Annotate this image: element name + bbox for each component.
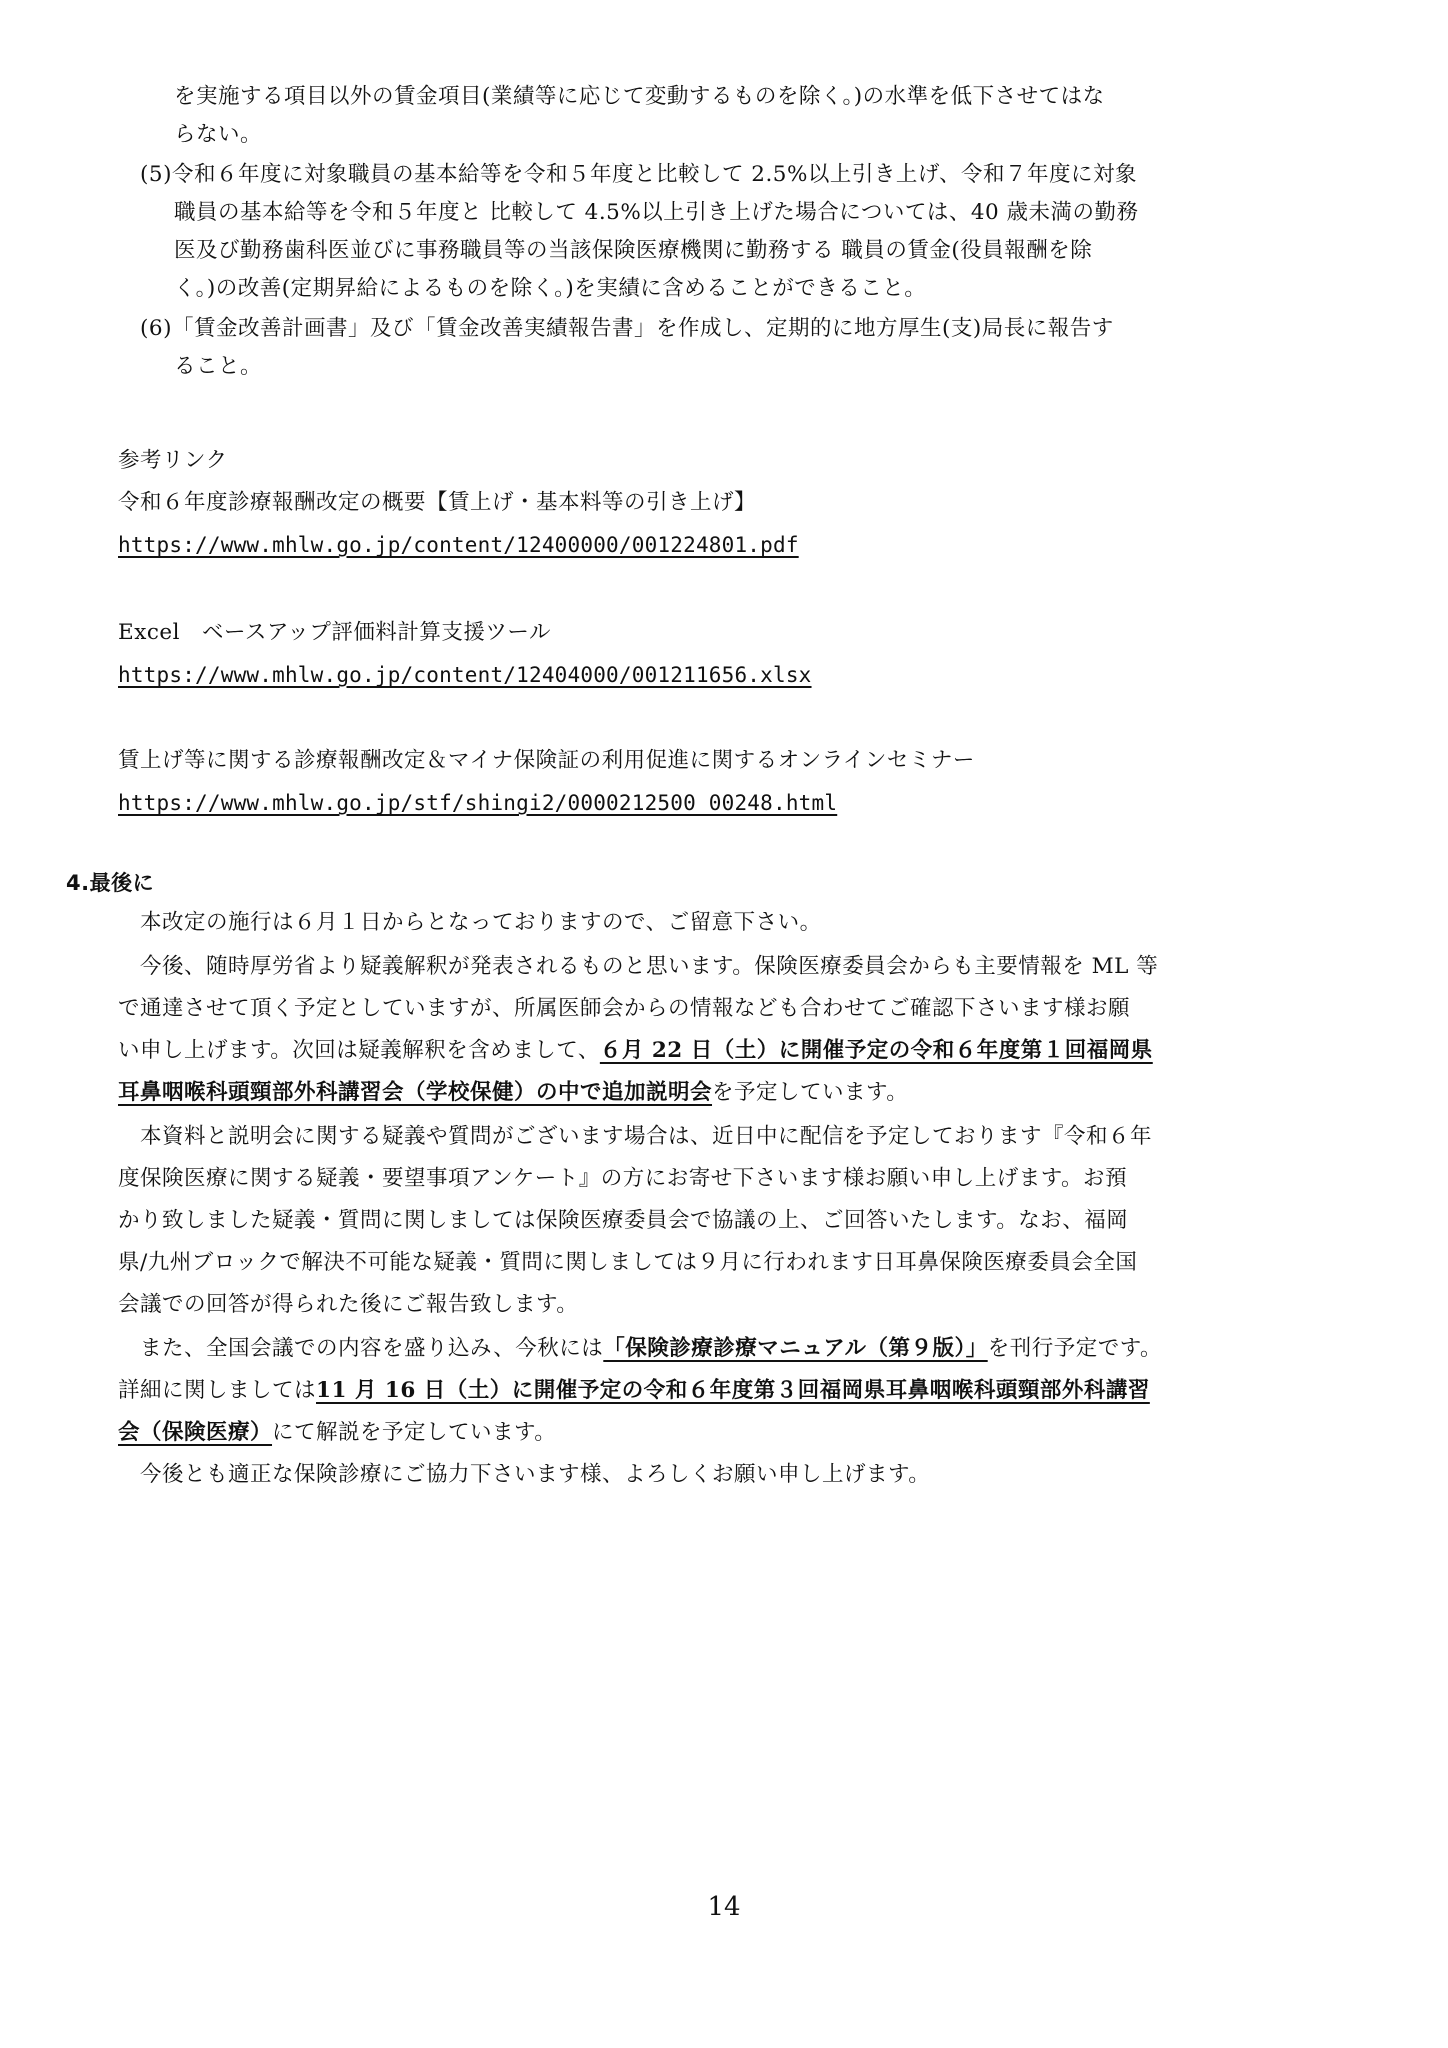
p2-line3-text: い申し上げます。次回は疑義解釈を含めまして、 <box>118 1038 600 1063</box>
final-paragraph3-line2: 度保険医療に関する疑義・要望事項アンケート』の方にお寄せ下さいます様お願い申し上げます。お預 <box>118 1166 1127 1191</box>
final-paragraph2-line2: で通達させて頂く予定としていますが、所属医師会からの情報なども合わせてご確認下さいます様お願 <box>118 996 1131 1021</box>
reference2-title: Excel ベースアップ評価料計算支援ツール <box>118 620 551 645</box>
final-paragraph2-line4 <box>118 1078 908 1108</box>
item5-line4: く。)の改善(定期昇給によるものを除く。)を実績に含めることができること。 <box>174 276 927 301</box>
item5-line2: 職員の基本給等を令和５年度と 比較して 4.5%以上引き上げた場合については、40 歳未満の勤務 <box>174 200 1139 225</box>
seminar1-date-emphasis: ６月 22 日（土）に開催予定の令和６年度第１回福岡県 <box>599 1038 1153 1063</box>
seminar3-date-emphasis: 11 月 16 日（土）に開催予定の令和６年度第３回福岡県耳鼻咽喉科頭頸部外科講習 <box>316 1378 1150 1403</box>
final-paragraph2-line1: 今後、随時厚労省より疑義解釈が発表されるものと思います。保険医療委員会からも主要情報を ML 等 <box>140 954 1159 979</box>
final-paragraph3-line5: 会議での回答が得られた後にご報告致します。 <box>118 1292 579 1317</box>
reference1-title: 令和６年度診療報酬改定の概要【賃上げ・基本料等の引き上げ】 <box>118 490 757 515</box>
item4-continuation-line1: を実施する項目以外の賃金項目(業績等に応じて変動するものを除く。)の水準を低下させてはな <box>174 84 1105 109</box>
reference1-link[interactable]: https://www.mhlw.go.jp/content/12400000/001224801.pdf <box>118 533 799 557</box>
references-heading: 参考リンク <box>118 448 228 473</box>
item5-line1: (5)令和６年度に対象職員の基本給等を令和５年度と比較して 2.5%以上引き上げ、令和７年度に対象 <box>140 162 1138 187</box>
final-paragraph5: 今後とも適正な保険診療にご協力下さいます様、よろしくお願い申し上げます。 <box>140 1462 931 1487</box>
seminar3-title-emphasis: 会（保険医療） <box>118 1420 273 1445</box>
final-paragraph1: 本改定の施行は６月１日からとなっておりますので、ご留意下さい。 <box>140 910 822 935</box>
page-number: 14 <box>707 1892 741 1922</box>
final-paragraph4-line1 <box>140 1334 1162 1364</box>
section-heading-final: 4.最後に <box>66 871 155 895</box>
final-paragraph3-line3: かり致しました疑義・質問に関しましては保険医療委員会で協議の上、ご回答いたします。なお、福岡 <box>118 1208 1129 1233</box>
reference3-title: 賃上げ等に関する診療報酬改定＆マイナ保険証の利用促進に関するオンラインセミナー <box>118 748 975 773</box>
reference3-link[interactable]: https://www.mhlw.go.jp/stf/shingi2/0000212500_00248.html <box>118 791 838 815</box>
p2-line4-text: を予定しています。 <box>712 1080 909 1105</box>
p4-line3-text: にて解説を予定しています。 <box>272 1420 557 1445</box>
item5-line3: 医及び勤務歯科医並びに事務職員等の当該保険医療機関に勤務する 職員の賃金(役員報酬を除 <box>174 238 1093 263</box>
p4-line2-text: 詳細に関しましては <box>118 1378 317 1403</box>
seminar1-title-emphasis: 耳鼻咽喉科頭頸部外科講習会（学校保健）の中で追加説明会 <box>118 1080 713 1105</box>
p4-line1-tail: を刊行予定です。 <box>987 1336 1162 1361</box>
p4-line1-text: また、全国会議での内容を盛り込み、今秋には <box>140 1336 604 1361</box>
manual-title-emphasis: 「保険診療診療マニュアル（第９版）」 <box>603 1336 988 1361</box>
final-paragraph2-line3 <box>118 1036 1153 1066</box>
item6-line1: (6)「賃金改善計画書」及び「賃金改善実績報告書」を作成し、定期的に地方厚生(支)局長に報告す <box>140 316 1114 341</box>
reference2-link[interactable]: https://www.mhlw.go.jp/content/12404000/001211656.xlsx <box>118 663 812 687</box>
item4-continuation-line2: らない。 <box>174 122 263 147</box>
final-paragraph4-line2 <box>118 1376 1150 1406</box>
final-paragraph3-line1: 本資料と説明会に関する疑義や質問がございます場合は、近日中に配信を予定しております『令和６年 <box>140 1124 1153 1149</box>
item6-line2: ること。 <box>174 354 263 379</box>
final-paragraph4-line3 <box>118 1418 556 1448</box>
final-paragraph3-line4: 県/九州ブロックで解決不可能な疑義・質問に関しましては９月に行われます日耳鼻保険医療委員会全国 <box>118 1250 1138 1275</box>
